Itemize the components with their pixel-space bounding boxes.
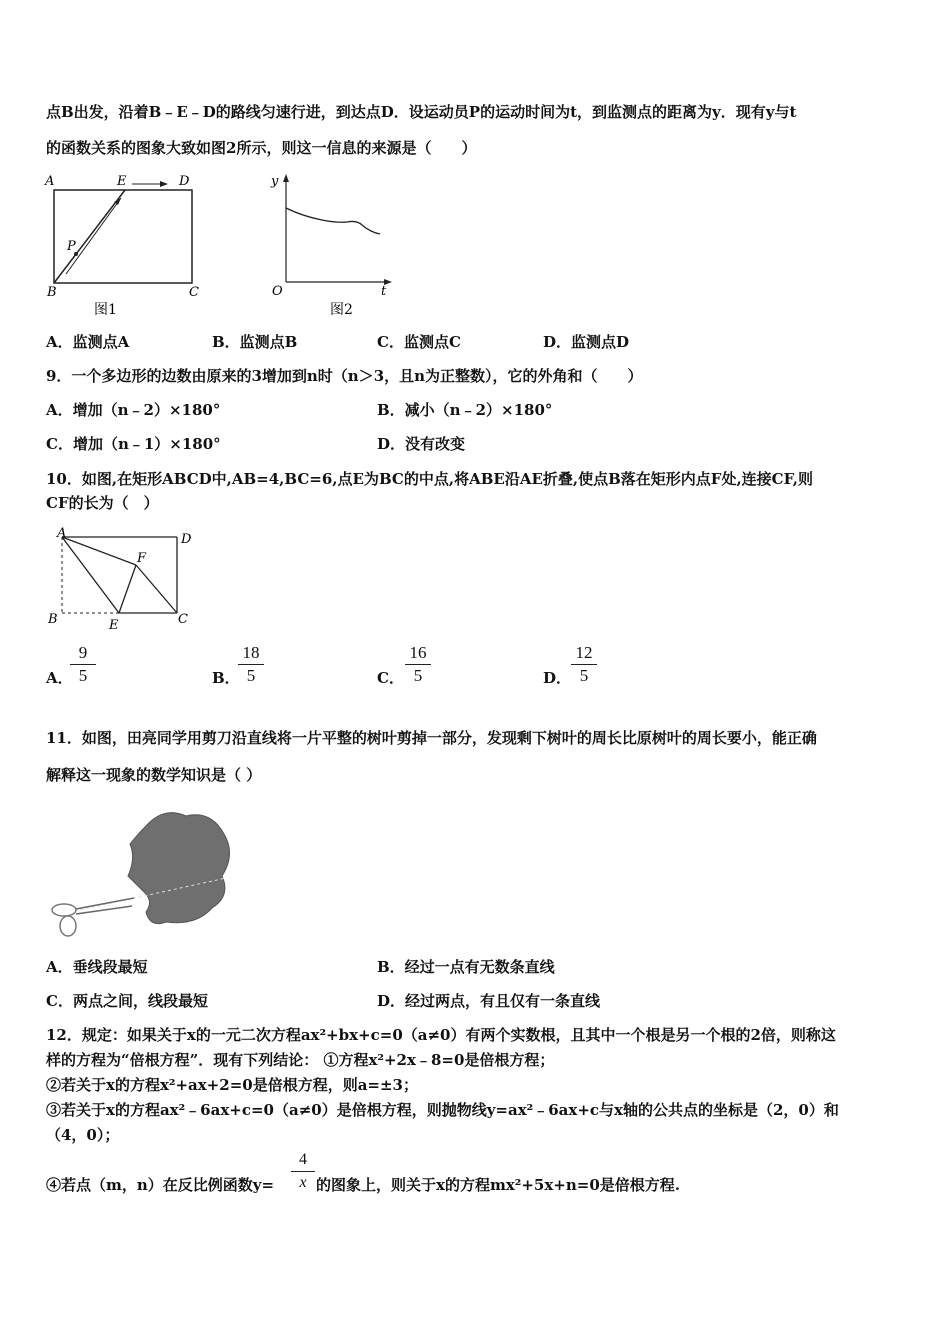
q8-option-b: B．监测点B bbox=[212, 333, 298, 351]
q12-frac-num: 4 bbox=[299, 1151, 307, 1168]
q9-stem: 9．一个多边形的边数由原来的3增加到n时（n＞3，且n为正整数），它的外角和（ ） bbox=[46, 367, 643, 385]
q10-option-a-fraction bbox=[68, 643, 98, 686]
fig-label-f: F bbox=[137, 551, 147, 566]
q12-line-2: 样的方程为“倍根方程”．现有下列结论： ①方程x²+2x﹣8=0是倍根方程； bbox=[46, 1051, 555, 1069]
fig-label-b: B bbox=[48, 612, 58, 627]
q10-option-b-label: B． bbox=[212, 669, 240, 687]
q10-option-d-den: 5 bbox=[579, 666, 589, 685]
fig1-label-c: C bbox=[189, 285, 199, 300]
q12-line-6-prefix: ④若点（m，n）在反比例函数y= bbox=[46, 1176, 275, 1194]
q12-fraction bbox=[289, 1150, 317, 1193]
q8-line-1: 点B出发，沿着B﹣E﹣D的路线匀速行进，到达点D．设运动员P的运动时间为t，到监测点的距离为y．现有y与t bbox=[46, 103, 797, 121]
fig1-label-a: A bbox=[45, 174, 55, 189]
q12-line-6-suffix: 的图象上，则关于x的方程mx²+5x+n=0是倍根方程. bbox=[316, 1176, 680, 1194]
q10-option-a-den: 5 bbox=[78, 666, 88, 685]
q10-option-d-num: 12 bbox=[575, 643, 593, 662]
q8-option-c: C．监测点C bbox=[377, 333, 461, 351]
fig2-label-t: t bbox=[381, 284, 387, 299]
fig2-label-y: y bbox=[271, 174, 279, 189]
q11-option-a: A．垂线段最短 bbox=[46, 958, 148, 976]
q8-option-a: A．监测点A bbox=[46, 333, 130, 351]
fig-label-c: C bbox=[178, 612, 188, 627]
q10-option-d-label: D． bbox=[543, 669, 572, 687]
q11-leaf-figure bbox=[46, 806, 236, 946]
q10-option-a-label: A． bbox=[46, 669, 73, 687]
fig2-label-o: O bbox=[272, 284, 283, 299]
fig-label-d: D bbox=[181, 532, 192, 547]
q9-option-d: D．没有改变 bbox=[377, 435, 466, 453]
q9-option-a: A．增加（n﹣2）×180° bbox=[46, 401, 221, 419]
q10-option-b-den: 5 bbox=[246, 666, 256, 685]
q11-option-c: C．两点之间，线段最短 bbox=[46, 992, 208, 1010]
q10-option-b-num: 18 bbox=[242, 643, 260, 662]
fig1-label-p: P bbox=[67, 239, 76, 254]
q11-line-1: 11．如图，田亮同学用剪刀沿直线将一片平整的树叶剪掉一部分，发现剩下树叶的周长比原树叶的周长要小，能正确 bbox=[46, 729, 817, 747]
fig1-label-e: E bbox=[117, 174, 127, 189]
q10-option-c-num: 16 bbox=[409, 643, 427, 662]
q11-option-b: B．经过一点有无数条直线 bbox=[377, 958, 555, 976]
fig1-label-d: D bbox=[179, 174, 190, 189]
leaf-shape bbox=[128, 813, 230, 924]
q10-option-c-label: C． bbox=[377, 669, 404, 687]
q12-line-4: ③若关于x的方程ax²﹣6ax+c=0（a≠0）是倍根方程，则抛物线y=ax²﹣6ax+c与x轴的公共点的坐标是（2，0）和 bbox=[46, 1101, 839, 1119]
q9-option-c: C．增加（n﹣1）×180° bbox=[46, 435, 221, 453]
fig1-caption: 图1 bbox=[94, 302, 117, 318]
q10-option-c-den: 5 bbox=[413, 666, 423, 685]
q8-figure-1 bbox=[44, 170, 214, 320]
q10-figure bbox=[44, 525, 204, 635]
fig-label-a: A bbox=[57, 526, 67, 541]
q8-line-2: 的函数关系的图象大致如图2所示，则这一信息的来源是（ ） bbox=[46, 139, 477, 157]
q12-frac-den: x bbox=[299, 1174, 307, 1191]
q10-option-c-fraction bbox=[403, 643, 433, 686]
q10-option-d-fraction bbox=[569, 643, 599, 686]
q9-option-b: B．减小（n﹣2）×180° bbox=[377, 401, 553, 419]
q8-figure-2 bbox=[262, 170, 402, 320]
q12-line-1: 12．规定：如果关于x的一元二次方程ax²+bx+c=0（a≠0）有两个实数根，且其中一个根是另一个根的2倍，则称这 bbox=[46, 1026, 836, 1044]
q8-option-d: D．监测点D bbox=[543, 333, 630, 351]
q11-line-2: 解释这一现象的数学知识是（ ） bbox=[46, 766, 262, 784]
fig2-caption: 图2 bbox=[330, 302, 353, 318]
q12-line-3: ②若关于x的方程x²+ax+2=0是倍根方程，则a=±3； bbox=[46, 1076, 418, 1094]
q10-line-1: 10．如图,在矩形ABCD中,AB=4,BC=6,点E为BC的中点,将ABE沿AE折叠,使点B落在矩形内点F处,连接CF,则 bbox=[46, 470, 813, 488]
q10-line-2: CF的长为（ ） bbox=[46, 494, 159, 512]
q11-option-d: D．经过两点，有且仅有一条直线 bbox=[377, 992, 601, 1010]
q10-option-b-fraction bbox=[236, 643, 266, 686]
q12-line-5: （4，0）； bbox=[46, 1126, 120, 1144]
fig-label-e: E bbox=[109, 618, 119, 633]
scissors-icon bbox=[52, 898, 134, 936]
q10-option-a-num: 9 bbox=[78, 643, 88, 662]
fig1-label-b: B bbox=[47, 285, 57, 300]
